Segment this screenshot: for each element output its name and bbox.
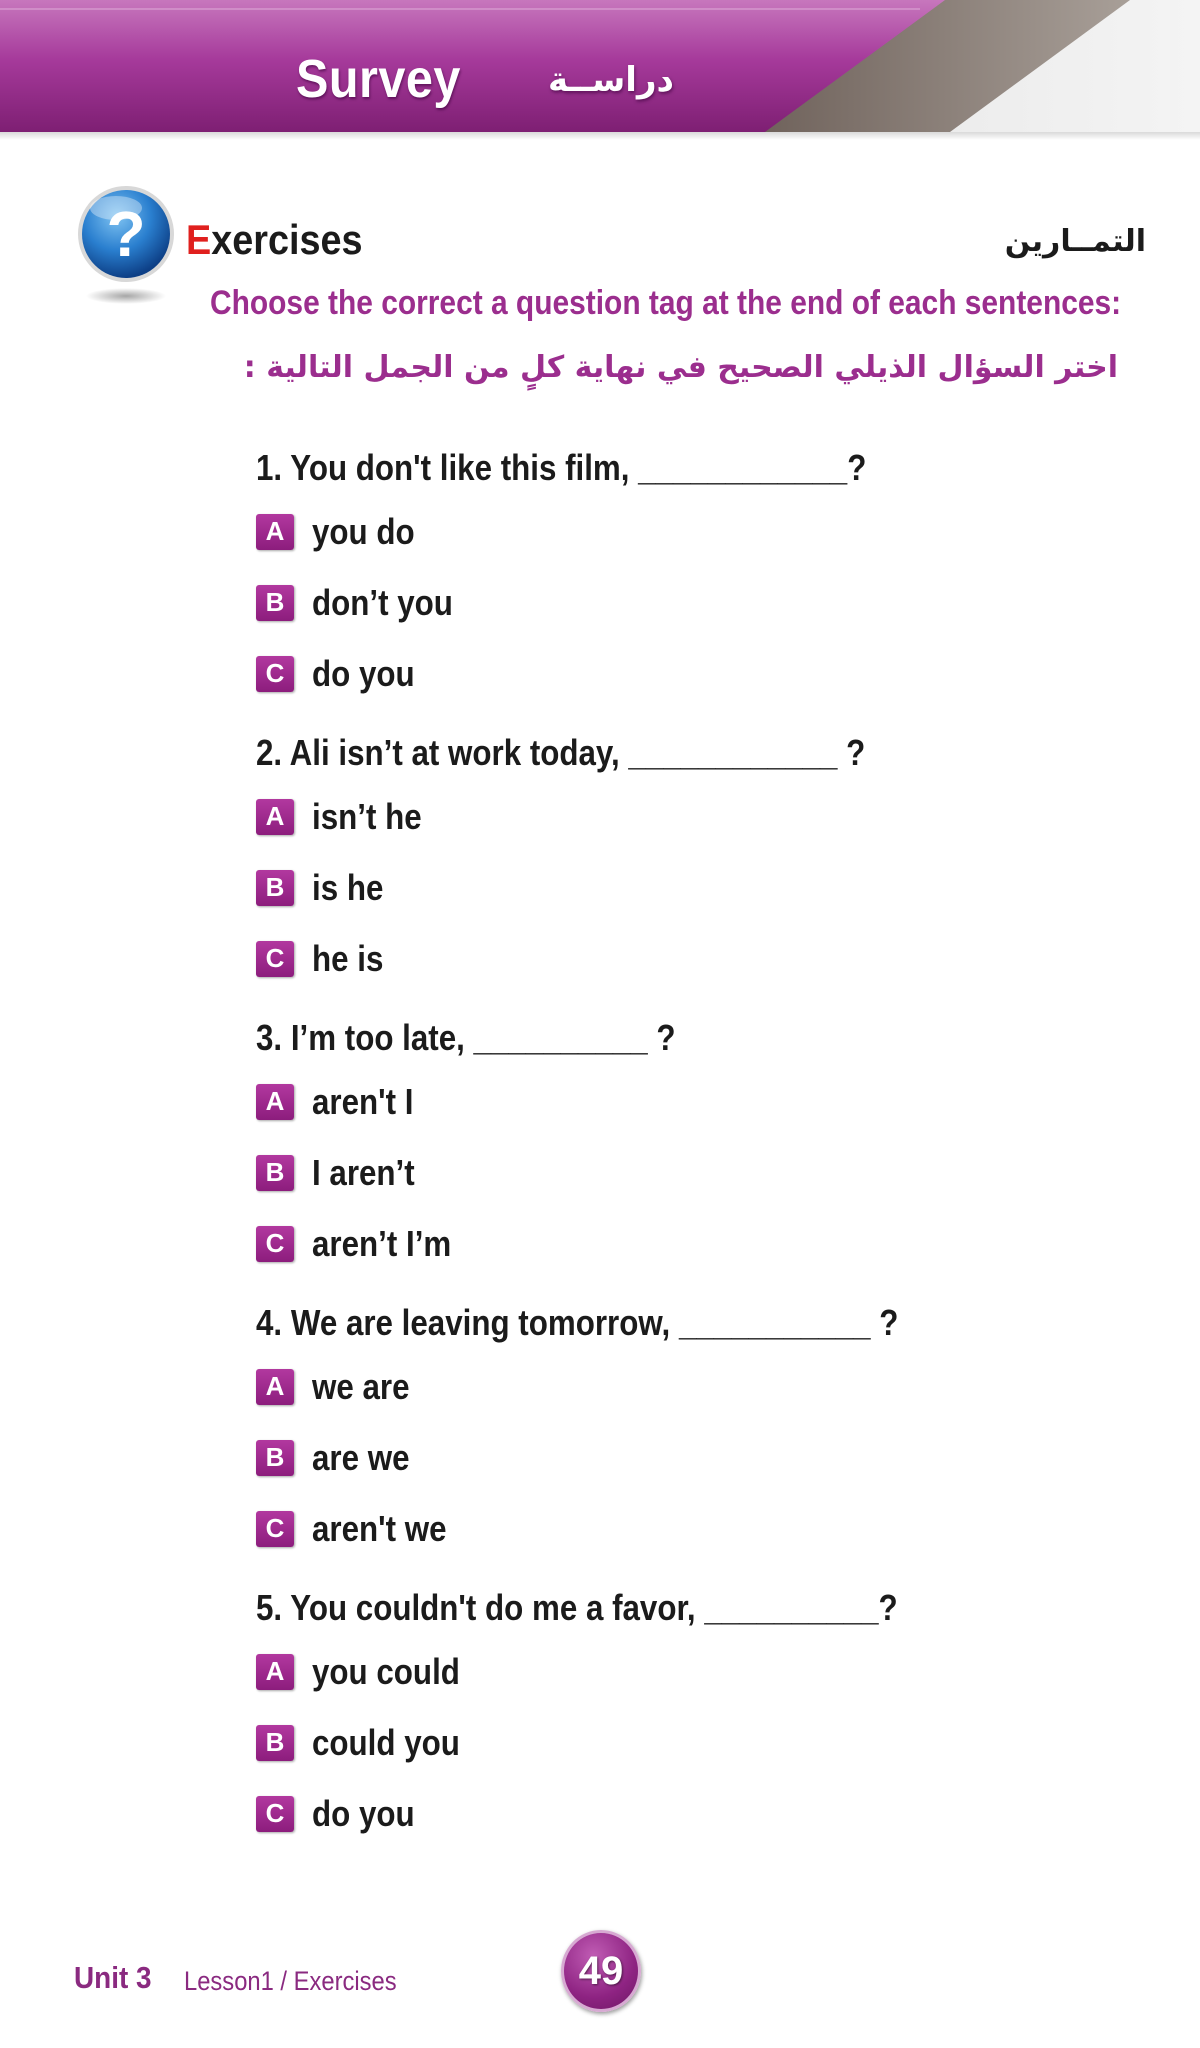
page-title: Survey bbox=[296, 49, 461, 109]
option-a[interactable] bbox=[256, 496, 1056, 567]
option-text: do you bbox=[312, 652, 415, 694]
option-text: do you bbox=[312, 1792, 415, 1834]
question-1 bbox=[256, 440, 1056, 709]
footer-lesson: Lesson1 / Exercises bbox=[184, 1966, 397, 1996]
question-3 bbox=[256, 1010, 1056, 1279]
option-text: could you bbox=[312, 1721, 460, 1763]
exercises-title bbox=[186, 216, 363, 264]
question-4 bbox=[256, 1295, 1056, 1564]
option-c[interactable] bbox=[256, 1493, 1056, 1564]
option-b[interactable] bbox=[256, 1137, 1056, 1208]
option-b[interactable] bbox=[256, 852, 1056, 923]
option-text: he is bbox=[312, 937, 384, 979]
exercises-title-rest: xercises bbox=[211, 216, 363, 263]
option-b[interactable] bbox=[256, 1422, 1056, 1493]
page-number: 49 bbox=[578, 1948, 624, 1993]
option-letter-badge: A bbox=[256, 1369, 294, 1405]
option-letter-badge: A bbox=[256, 1654, 294, 1690]
footer-unit: Unit 3 bbox=[74, 1960, 152, 1995]
option-letter-badge: B bbox=[256, 1440, 294, 1476]
option-c[interactable] bbox=[256, 1778, 1056, 1849]
question-list bbox=[256, 440, 1056, 1865]
option-c[interactable] bbox=[256, 923, 1056, 994]
option-text: aren't I bbox=[312, 1080, 414, 1122]
option-text: I aren’t bbox=[312, 1151, 415, 1193]
option-c[interactable] bbox=[256, 1208, 1056, 1279]
option-text: isn’t he bbox=[312, 795, 422, 837]
exercises-title-arabic: التمــارين bbox=[1004, 224, 1146, 259]
option-text: aren’t I’m bbox=[312, 1222, 452, 1264]
option-text: are we bbox=[312, 1436, 410, 1478]
option-a[interactable] bbox=[256, 781, 1056, 852]
header-banner bbox=[0, 0, 1200, 140]
instruction-text: Choose the correct a question tag at the end of each sentences: bbox=[210, 284, 1122, 322]
option-text: aren't we bbox=[312, 1507, 447, 1549]
question-stem: 3. I’m too late, __________ ? bbox=[256, 1017, 676, 1058]
page-title-arabic: دراســة bbox=[548, 60, 674, 100]
question-2 bbox=[256, 725, 1056, 994]
option-text: you do bbox=[312, 510, 415, 552]
banner-shadow bbox=[0, 132, 1200, 140]
option-text: don’t you bbox=[312, 581, 453, 623]
question-stem: 5. You couldn't do me a favor, __________? bbox=[256, 1587, 898, 1628]
option-letter-badge: A bbox=[256, 514, 294, 550]
option-letter-badge: B bbox=[256, 1725, 294, 1761]
option-letter-badge: C bbox=[256, 941, 294, 977]
option-letter-badge: C bbox=[256, 1511, 294, 1547]
option-letter-badge: C bbox=[256, 1226, 294, 1262]
option-letter-badge: B bbox=[256, 870, 294, 906]
question-stem: 1. You don't like this film, ____________? bbox=[256, 447, 867, 488]
option-text: you could bbox=[312, 1650, 460, 1692]
option-b[interactable] bbox=[256, 567, 1056, 638]
option-text: is he bbox=[312, 866, 384, 908]
option-letter-badge: C bbox=[256, 1796, 294, 1832]
option-letter-badge: A bbox=[256, 799, 294, 835]
option-letter-badge: B bbox=[256, 1155, 294, 1191]
option-letter-badge: A bbox=[256, 1084, 294, 1120]
option-a[interactable] bbox=[256, 1636, 1056, 1707]
question-5 bbox=[256, 1580, 1056, 1849]
option-a[interactable] bbox=[256, 1066, 1056, 1137]
question-stem: 4. We are leaving tomorrow, ___________ ? bbox=[256, 1302, 899, 1343]
option-letter-badge: C bbox=[256, 656, 294, 692]
option-c[interactable] bbox=[256, 638, 1056, 709]
exercises-title-first-letter: E bbox=[186, 216, 212, 263]
svg-text:?: ? bbox=[106, 198, 146, 270]
question-stem: 2. Ali isn’t at work today, ____________ ? bbox=[256, 732, 866, 773]
instruction-text-arabic: اختر السؤال الذيلي الصحيح في نهاية كلٍ من الجمل التالية : bbox=[243, 350, 1118, 385]
page-number-badge bbox=[561, 1930, 641, 2012]
question-mark-icon bbox=[76, 182, 176, 306]
option-letter-badge: B bbox=[256, 585, 294, 621]
option-a[interactable] bbox=[256, 1351, 1056, 1422]
option-b[interactable] bbox=[256, 1707, 1056, 1778]
option-text: we are bbox=[312, 1365, 410, 1407]
